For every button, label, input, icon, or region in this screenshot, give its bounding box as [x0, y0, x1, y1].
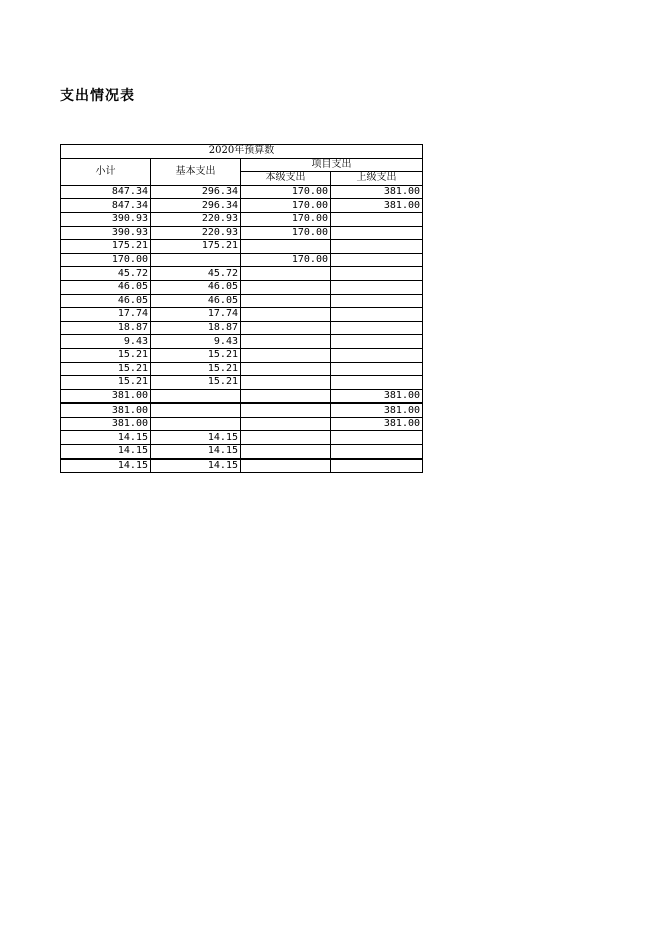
subtotal-header: 小计 — [61, 158, 151, 185]
basic-cell: 46.05 — [151, 280, 241, 294]
subtotal-cell: 170.00 — [61, 253, 151, 267]
subtotal-cell: 14.15 — [61, 459, 151, 473]
local-cell — [241, 321, 331, 335]
basic-cell: 15.21 — [151, 362, 241, 376]
basic-cell — [151, 253, 241, 267]
upper-cell — [331, 376, 423, 390]
local-cell — [241, 445, 331, 459]
table-row — [61, 459, 423, 473]
table-row — [61, 280, 423, 294]
local-cell — [241, 308, 331, 322]
upper-cell — [331, 445, 423, 459]
table-row — [61, 212, 423, 226]
upper-cell — [331, 459, 423, 473]
upper-cell: 381.00 — [331, 199, 423, 213]
local-cell: 170.00 — [241, 212, 331, 226]
page-title: 支出情况表 — [60, 88, 135, 104]
basic-expenditure-header: 基本支出 — [151, 158, 241, 185]
local-cell: 170.00 — [241, 226, 331, 240]
upper-cell — [331, 212, 423, 226]
table-row — [61, 376, 423, 390]
local-cell — [241, 294, 331, 308]
subtotal-cell: 175.21 — [61, 240, 151, 254]
basic-cell: 17.74 — [151, 308, 241, 322]
local-cell — [241, 335, 331, 349]
local-expenditure-header: 本级支出 — [241, 172, 331, 186]
upper-cell: 381.00 — [331, 417, 423, 431]
upper-cell: 381.00 — [331, 185, 423, 199]
local-cell — [241, 403, 331, 417]
upper-expenditure-header: 上级支出 — [331, 172, 423, 186]
basic-cell: 9.43 — [151, 335, 241, 349]
subtotal-cell: 381.00 — [61, 389, 151, 403]
table-row — [61, 267, 423, 281]
basic-cell — [151, 417, 241, 431]
basic-cell: 18.87 — [151, 321, 241, 335]
basic-cell: 220.93 — [151, 212, 241, 226]
basic-cell — [151, 389, 241, 403]
upper-cell — [331, 348, 423, 362]
local-cell — [241, 348, 331, 362]
header-row-1 — [61, 145, 423, 159]
table-row — [61, 403, 423, 417]
basic-cell: 175.21 — [151, 240, 241, 254]
table-row — [61, 362, 423, 376]
basic-cell: 296.34 — [151, 185, 241, 199]
basic-cell: 14.15 — [151, 445, 241, 459]
table-row — [61, 294, 423, 308]
subtotal-cell: 17.74 — [61, 308, 151, 322]
subtotal-cell: 18.87 — [61, 321, 151, 335]
basic-cell: 45.72 — [151, 267, 241, 281]
upper-cell: 381.00 — [331, 403, 423, 417]
basic-cell: 15.21 — [151, 348, 241, 362]
local-cell — [241, 362, 331, 376]
local-cell: 170.00 — [241, 199, 331, 213]
local-cell — [241, 376, 331, 390]
expenditure-table — [60, 144, 423, 473]
upper-cell — [331, 226, 423, 240]
upper-cell — [331, 362, 423, 376]
table-row — [61, 240, 423, 254]
upper-cell — [331, 308, 423, 322]
subtotal-cell: 847.34 — [61, 185, 151, 199]
subtotal-cell: 14.15 — [61, 431, 151, 445]
project-expenditure-header: 项目支出 — [241, 158, 423, 172]
local-cell: 170.00 — [241, 185, 331, 199]
basic-cell: 46.05 — [151, 294, 241, 308]
subtotal-cell: 15.21 — [61, 348, 151, 362]
header-row-2 — [61, 158, 423, 172]
subtotal-cell: 381.00 — [61, 417, 151, 431]
basic-cell: 296.34 — [151, 199, 241, 213]
subtotal-cell: 390.93 — [61, 226, 151, 240]
table-row — [61, 348, 423, 362]
subtotal-cell: 847.34 — [61, 199, 151, 213]
subtotal-cell: 14.15 — [61, 445, 151, 459]
upper-cell — [331, 431, 423, 445]
local-cell — [241, 280, 331, 294]
local-cell — [241, 240, 331, 254]
basic-cell: 14.15 — [151, 431, 241, 445]
table-row — [61, 199, 423, 213]
basic-cell — [151, 403, 241, 417]
upper-cell — [331, 280, 423, 294]
upper-cell — [331, 335, 423, 349]
table-row — [61, 321, 423, 335]
table-row — [61, 226, 423, 240]
local-cell: 170.00 — [241, 253, 331, 267]
subtotal-cell: 15.21 — [61, 362, 151, 376]
local-cell — [241, 267, 331, 281]
basic-cell: 15.21 — [151, 376, 241, 390]
subtotal-cell: 9.43 — [61, 335, 151, 349]
local-cell — [241, 417, 331, 431]
year-budget-header: 2020年预算数 — [61, 145, 423, 159]
table-row — [61, 185, 423, 199]
upper-cell: 381.00 — [331, 389, 423, 403]
basic-cell: 14.15 — [151, 459, 241, 473]
table-row — [61, 308, 423, 322]
table-row — [61, 417, 423, 431]
subtotal-cell: 45.72 — [61, 267, 151, 281]
local-cell — [241, 459, 331, 473]
upper-cell — [331, 240, 423, 254]
upper-cell — [331, 267, 423, 281]
table-row — [61, 389, 423, 403]
subtotal-cell: 390.93 — [61, 212, 151, 226]
local-cell — [241, 431, 331, 445]
upper-cell — [331, 294, 423, 308]
table-row — [61, 335, 423, 349]
table-row — [61, 253, 423, 267]
subtotal-cell: 46.05 — [61, 280, 151, 294]
table-row — [61, 445, 423, 459]
table-row — [61, 431, 423, 445]
subtotal-cell: 15.21 — [61, 376, 151, 390]
subtotal-cell: 381.00 — [61, 403, 151, 417]
upper-cell — [331, 321, 423, 335]
subtotal-cell: 46.05 — [61, 294, 151, 308]
upper-cell — [331, 253, 423, 267]
local-cell — [241, 389, 331, 403]
basic-cell: 220.93 — [151, 226, 241, 240]
